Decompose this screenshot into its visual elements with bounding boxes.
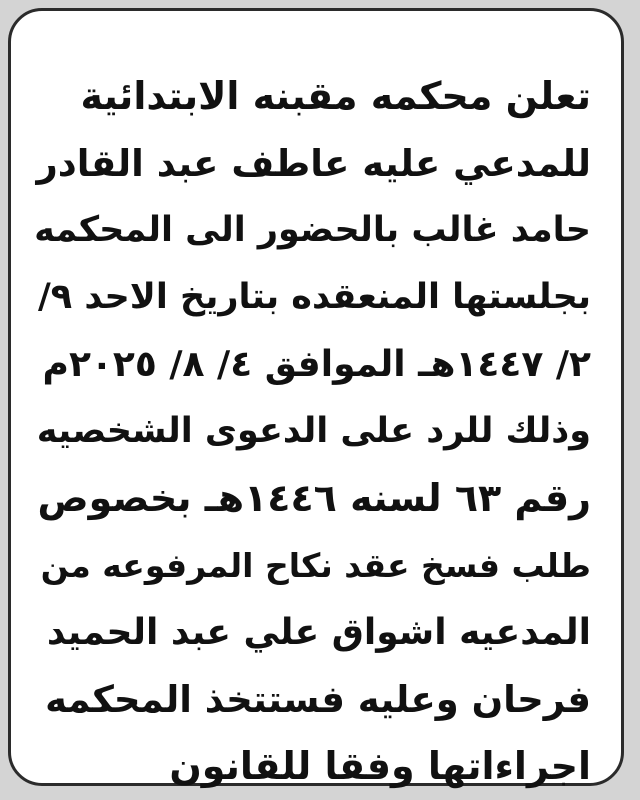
court-notice-card [8, 8, 624, 786]
notice-line: فرحان وعليه فستتخذ المحكمه [45, 678, 591, 721]
notice-line: للمدعي عليه عاطف عبد القادر [36, 142, 591, 185]
notice-line: طلب فسخ عقد نكاح المرفوعه من [40, 546, 591, 585]
notice-line: حامد غالب بالحضور الى المحكمه [34, 210, 591, 250]
court-notice-text [33, 63, 591, 800]
notice-line: بجلستها المنعقده بتاريخ الاحد ٩/ [37, 277, 591, 317]
notice-line: رقم ٦٣ لسنه ١٤٤٦هـ بخصوص [37, 476, 591, 520]
notice-line: اجراءاتها وفقا للقانون [169, 744, 591, 788]
notice-line: المدعيه اشواق علي عبد الحميد [46, 612, 591, 653]
notice-line: تعلن محكمه مقبنه الابتدائية [80, 74, 591, 118]
notice-line: ٢/ ١٤٤٧هـ الموافق ٤/ ٨/ ٢٠٢٥م [42, 344, 591, 385]
notice-line: وذلك للرد على الدعوى الشخصيه [36, 411, 591, 451]
